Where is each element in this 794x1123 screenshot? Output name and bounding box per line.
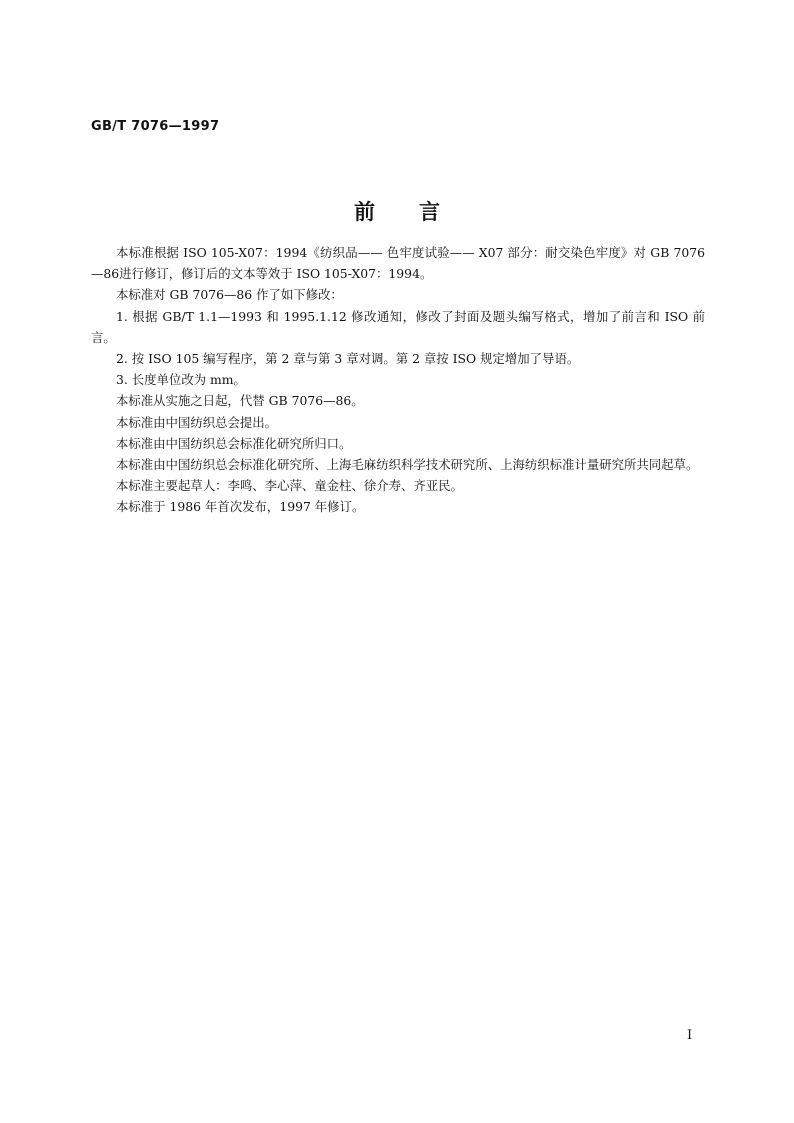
paragraph-basis: 本标准根据 ISO 105-X07：1994《纺织品—— 色牢度试验—— X07 部分：耐交染色牢度》对 GB 7076—86进行修订，修订后的文本等效于 ISO 105-X07：1994。 — [91, 245, 705, 282]
page-number: I — [687, 1028, 693, 1043]
paragraph-centralized-by: 本标准由中国纺织总会标准化研究所归口。 — [116, 435, 352, 451]
standard-code: GB/T 7076—1997 — [91, 119, 220, 134]
paragraph-replaces: 本标准从实施之日起，代替 GB 7076—86。 — [116, 393, 364, 409]
paragraph-change-1: 1. 根据 GB/T 1.1—1993 和 1995.1.12 修改通知，修改了封面及题头编写格式，增加了前言和 ISO 前言。 — [91, 308, 705, 345]
paragraph-drafted-by: 本标准由中国纺织总会标准化研究所、上海毛麻纺织科学技术研究所、上海纺织标准计量研究所共同起草。 — [116, 457, 699, 473]
paragraph-proposed-by: 本标准由中国纺织总会提出。 — [116, 414, 278, 430]
foreword-body — [91, 242, 705, 518]
page-title: 前言 — [354, 200, 484, 224]
paragraph-change-2: 2. 按 ISO 105 编写程序，第 2 章与第 3 章对调。第 2 章按 ISO 规定增加了导语。 — [116, 351, 580, 367]
paragraph-history: 本标准于 1986 年首次发布，1997 年修订。 — [116, 499, 365, 515]
paragraph-change-3: 3. 长度单位改为 mm。 — [116, 372, 246, 388]
paragraph-drafters: 本标准主要起草人：李鸣、李心萍、童金柱、徐介寿、齐亚民。 — [116, 478, 463, 494]
paragraph-changes-intro: 本标准对 GB 7076—86 作了如下修改： — [116, 287, 343, 303]
